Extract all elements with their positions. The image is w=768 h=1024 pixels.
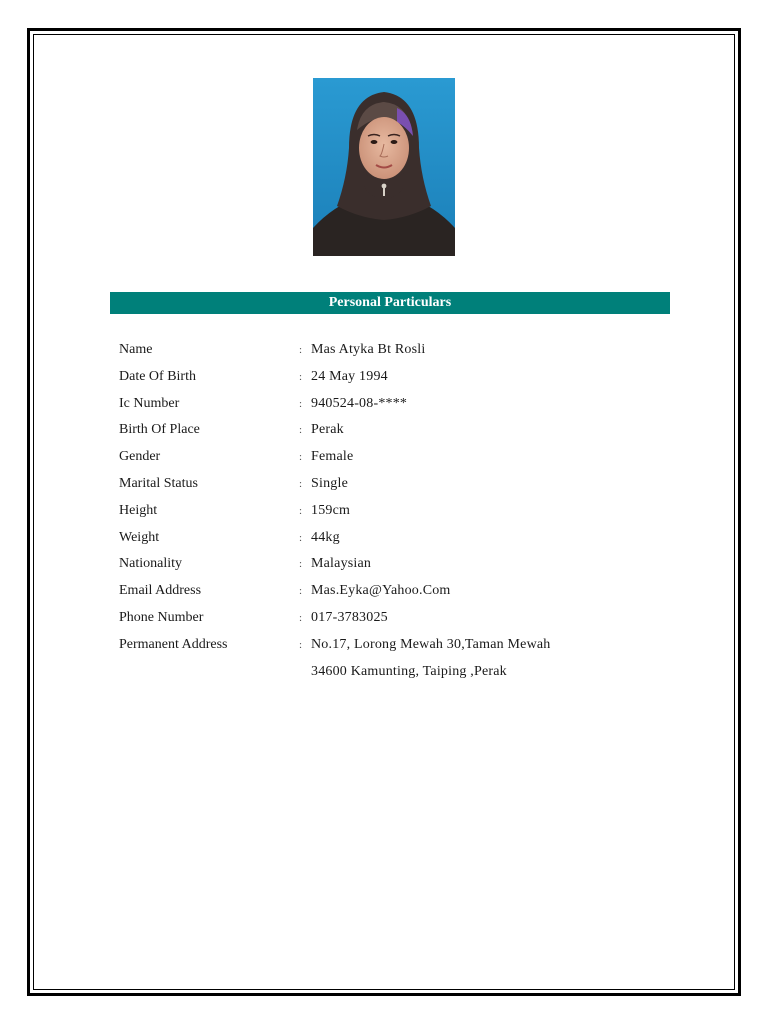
- detail-value: Malaysian: [311, 556, 372, 572]
- detail-separator: :: [299, 424, 303, 437]
- detail-label: Height: [119, 502, 158, 518]
- detail-value: Mas Atyka Bt Rosli: [311, 342, 426, 357]
- detail-value: 159cm: [311, 502, 351, 518]
- detail-value: 24 May 1994: [311, 368, 388, 384]
- detail-value: Single: [311, 475, 348, 491]
- detail-label: Marital Status: [119, 475, 198, 491]
- detail-row-height: [119, 501, 679, 528]
- detail-label: Nationality: [119, 556, 182, 572]
- detail-label: Ic Number: [119, 395, 180, 411]
- detail-value: 44kg: [311, 529, 340, 545]
- detail-value: 940524-08-****: [311, 395, 408, 411]
- detail-label: Gender: [119, 449, 161, 465]
- detail-row-marital-status: [119, 474, 679, 501]
- detail-value: Mas.Eyka@Yahoo.Com: [311, 583, 451, 599]
- detail-row-phone-number: [119, 608, 679, 635]
- detail-row-birth-of-place: [119, 420, 679, 447]
- detail-separator: :: [299, 611, 303, 624]
- detail-row-date-of-birth: [119, 367, 679, 394]
- detail-separator: :: [299, 370, 303, 383]
- detail-label: Email Address: [119, 583, 202, 599]
- detail-label: Date Of Birth: [119, 368, 196, 384]
- detail-separator: :: [299, 344, 303, 356]
- detail-separator: :: [299, 558, 303, 571]
- detail-separator: :: [299, 531, 303, 544]
- detail-separator: :: [299, 638, 303, 651]
- section-header-personal-particulars: Personal Particulars: [110, 292, 670, 314]
- detail-value: Female: [311, 449, 354, 465]
- detail-row-email-address: [119, 581, 679, 608]
- detail-value: Perak: [311, 422, 344, 438]
- detail-separator: :: [299, 477, 303, 490]
- detail-row-name: [119, 340, 679, 367]
- detail-row-nationality: [119, 554, 679, 581]
- detail-label: Phone Number: [119, 609, 204, 625]
- detail-label: Permanent Address: [119, 636, 228, 652]
- detail-row-weight: [119, 528, 679, 555]
- detail-value-address: [311, 635, 551, 682]
- detail-value: 017-3783025: [311, 609, 388, 625]
- detail-label: Weight: [119, 529, 160, 545]
- detail-row-permanent-address: [119, 635, 679, 679]
- address-line-2: 34600 Kamunting, Taiping ,Perak: [311, 663, 507, 679]
- detail-separator: :: [299, 585, 303, 598]
- profile-photo-image: [313, 78, 455, 256]
- detail-row-ic-number: [119, 394, 679, 421]
- detail-label: Birth Of Place: [119, 422, 200, 438]
- detail-label: Name: [119, 342, 153, 357]
- personal-details-list: [119, 340, 679, 679]
- detail-separator: :: [299, 504, 303, 517]
- address-line-1: No.17, Lorong Mewah 30,Taman Mewah: [311, 636, 551, 652]
- detail-separator: :: [299, 397, 303, 410]
- detail-separator: :: [299, 451, 303, 464]
- detail-row-gender: [119, 447, 679, 474]
- profile-photo: [313, 78, 455, 256]
